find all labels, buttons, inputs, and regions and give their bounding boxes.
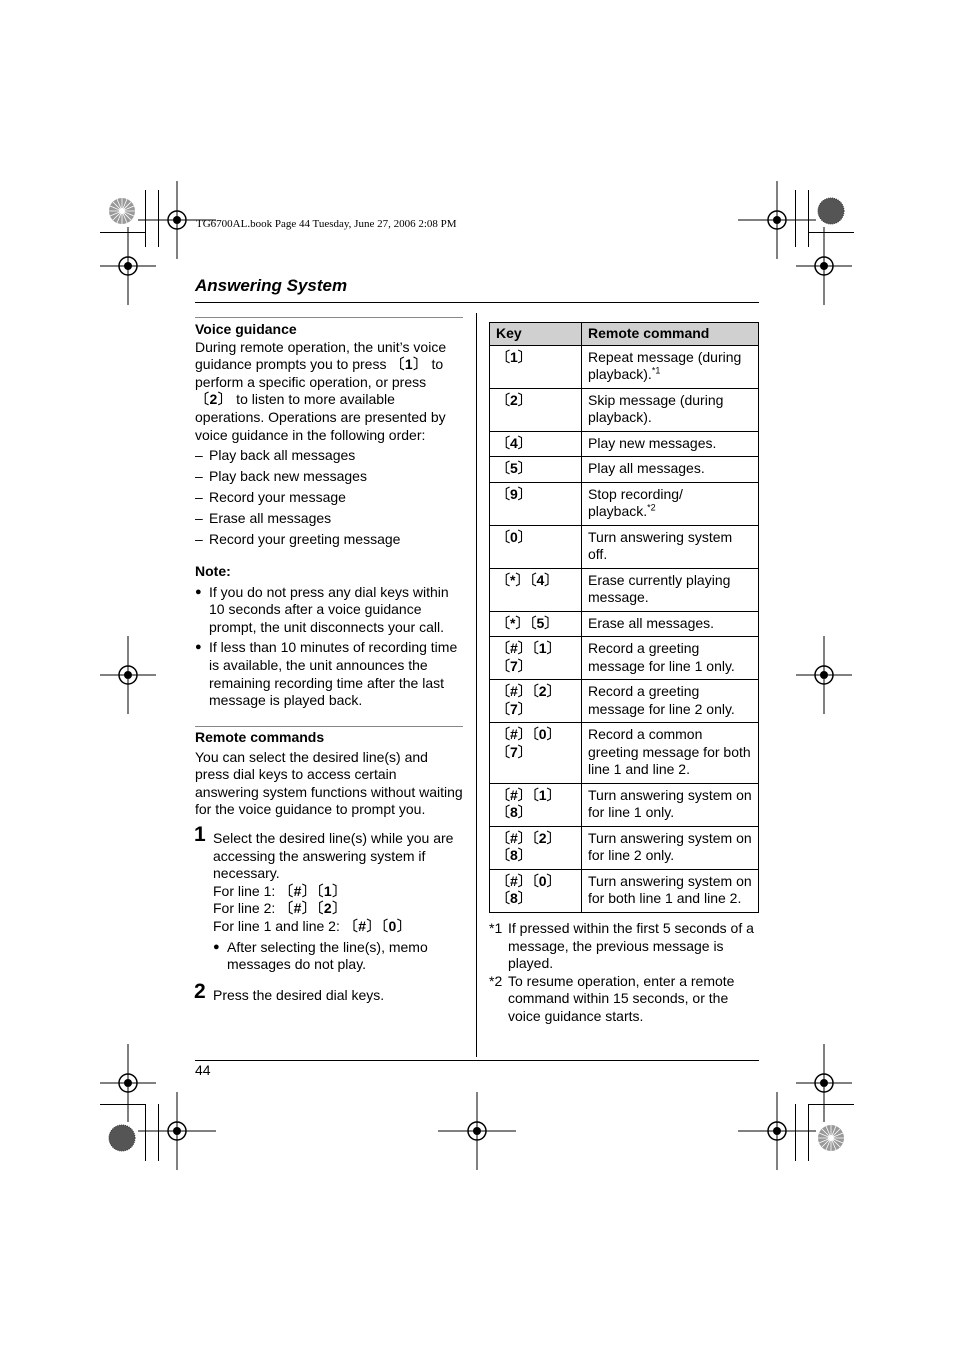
color-dial-icon (817, 1124, 845, 1152)
key-cell: 〔#〕〔0〕〔8〕 (490, 869, 582, 912)
command-cell: Stop recording/ playback.$^{*2}$ (582, 482, 759, 525)
remote-commands-heading: Remote commands (195, 729, 325, 745)
command-cell: Turn answering system off. (582, 525, 759, 568)
table-row (490, 826, 759, 869)
list-item: – Play back all messages (195, 447, 356, 464)
key-cell: 〔#〕〔0〕〔7〕 (490, 723, 582, 784)
line1-instruction: For line 1: 〔#〕〔1〕 (213, 882, 347, 899)
command-cell: Play new messages. (582, 431, 759, 457)
voice-guidance-rule (195, 317, 463, 318)
note-heading: Note: (195, 563, 231, 579)
table-row (490, 525, 759, 568)
table-row (490, 345, 759, 388)
command-cell: Turn answering system on for both line 1 and line 2. (582, 869, 759, 912)
registration-mark-icon (438, 1092, 516, 1170)
column-header-command: Remote command (582, 323, 759, 346)
table-row (490, 611, 759, 637)
note-item: ● If less than 10 minutes of recording time is available, the unit announces the remaining recording time after the last message is played back. (195, 639, 458, 709)
footer-rule (195, 1060, 759, 1061)
key-cell: 〔5〕 (490, 457, 582, 483)
table-row (490, 869, 759, 912)
color-dial-icon (108, 1124, 136, 1152)
dial-key-label: 〔1〕 (390, 356, 428, 373)
step-2: 2 Press the desired dial keys. (194, 979, 385, 1003)
key-cell: 〔2〕 (490, 388, 582, 431)
key-cell: 〔*〕〔4〕 (490, 568, 582, 611)
voice-guidance-intro: During remote operation, the unit’s voice guidance prompts you to press 〔1〕 to perform a specific operation, or press 〔2〕 to listen to more available operations. Operations are presented by voice guidance in the following order: (195, 338, 447, 443)
voice-guidance-section (195, 321, 463, 552)
dial-key-label: 〔#〕〔0〕 (343, 917, 412, 934)
key-cell: 〔0〕 (490, 525, 582, 568)
command-cell: Erase all messages. (582, 611, 759, 637)
table-row (490, 637, 759, 680)
registration-mark-icon (796, 636, 852, 714)
table-header-row (490, 323, 759, 346)
color-dial-icon (817, 197, 845, 225)
list-item: – Record your greeting message (195, 531, 401, 548)
command-cell: Play all messages. (582, 457, 759, 483)
command-cell: Skip message (during playback). (582, 388, 759, 431)
command-cell: Repeat message (during playback).$^{*1}$ (582, 345, 759, 388)
command-cell: Turn answering system on for line 2 only. (582, 826, 759, 869)
command-cell: Turn answering system on for line 1 only. (582, 783, 759, 826)
guidance-order-list (195, 447, 463, 549)
list-item: – Play back new messages (195, 468, 367, 485)
footnote-ref: *1 (651, 365, 661, 376)
line2-instruction: For line 2: 〔#〕〔2〕 (213, 900, 347, 917)
key-cell: 〔9〕 (490, 482, 582, 525)
key-cell: 〔1〕 (490, 345, 582, 388)
key-cell: 〔#〕〔2〕〔7〕 (490, 680, 582, 723)
key-cell: 〔#〕〔2〕〔8〕 (490, 826, 582, 869)
table-row (490, 680, 759, 723)
section-title: Answering System (195, 276, 348, 295)
header-rule (195, 302, 759, 303)
voice-guidance-heading: Voice guidance (195, 321, 297, 337)
step-1-note: ● After selecting the line(s), memo messages do not play. (213, 938, 428, 973)
registration-mark-icon (138, 1092, 216, 1170)
command-cell: Record a greeting message for line 2 only. (582, 680, 759, 723)
registration-mark-icon (100, 227, 156, 305)
note-item: ● If you do not press any dial keys within 10 seconds after a voice guidance prompt, the unit disconnects your call. (195, 583, 449, 635)
page-number: 44 (195, 1062, 211, 1078)
dial-key-label: 〔#〕〔2〕 (279, 900, 347, 917)
registration-mark-icon (738, 1092, 816, 1170)
footnote-ref: *2 (647, 502, 656, 513)
list-item: – Erase all messages (195, 510, 332, 527)
table-row (490, 482, 759, 525)
registration-mark-icon (100, 636, 156, 714)
file-info: TG6700AL.book Page 44 Tuesday, June 27, 2006 2:08 PM (196, 218, 457, 230)
footnote: *2 To resume operation, enter a remote command within 15 seconds, or the voice guidance starts. (489, 972, 735, 1024)
command-cell: Record a common greeting message for both line 1 and line 2. (582, 723, 759, 784)
step-1: 1 Select the desired line(s) while you are accessing the answering system if necessary. For line 1: 〔#〕〔1〕 For line 2: 〔#〕〔2〕 For line 1 and line 2: 〔#〕〔0〕 ● After selecting the line(s), memo messages do not play. (195, 830, 463, 974)
footnote: *1 If pressed within the first 5 seconds of a message, the previous message is played. (489, 920, 754, 972)
remote-commands-rule (195, 726, 463, 727)
table-row (490, 388, 759, 431)
registration-mark-icon (796, 227, 852, 305)
color-dial-icon (108, 197, 136, 225)
remote-command-table (489, 322, 759, 913)
footnotes (489, 920, 759, 1026)
command-cell: Record a greeting message for line 1 only. (582, 637, 759, 680)
dial-key-label: 〔#〕〔1〕 (279, 882, 347, 899)
table-row (490, 431, 759, 457)
remote-commands-intro: You can select the desired line(s) and press dial keys to access certain answering system functions without waiting for the voice guidance to prompt you. (195, 748, 463, 818)
dial-key-label: 〔2〕 (195, 391, 233, 408)
step-number: 1 (194, 822, 206, 846)
note-section (195, 563, 463, 710)
table-row (490, 783, 759, 826)
column-header-key: Key (490, 323, 582, 346)
remote-commands-section (195, 729, 463, 1004)
key-cell: 〔#〕〔1〕〔7〕 (490, 637, 582, 680)
step-number: 2 (194, 979, 206, 1003)
key-cell: 〔#〕〔1〕〔8〕 (490, 783, 582, 826)
table-row (490, 457, 759, 483)
list-item: – Record your message (195, 489, 346, 506)
column-divider (476, 313, 477, 1057)
both-lines-instruction: For line 1 and line 2: 〔#〕〔0〕 (213, 917, 412, 934)
command-cell: Erase currently playing message. (582, 568, 759, 611)
key-cell: 〔4〕 (490, 431, 582, 457)
table-row (490, 723, 759, 784)
key-cell: 〔*〕〔5〕 (490, 611, 582, 637)
table-row (490, 568, 759, 611)
